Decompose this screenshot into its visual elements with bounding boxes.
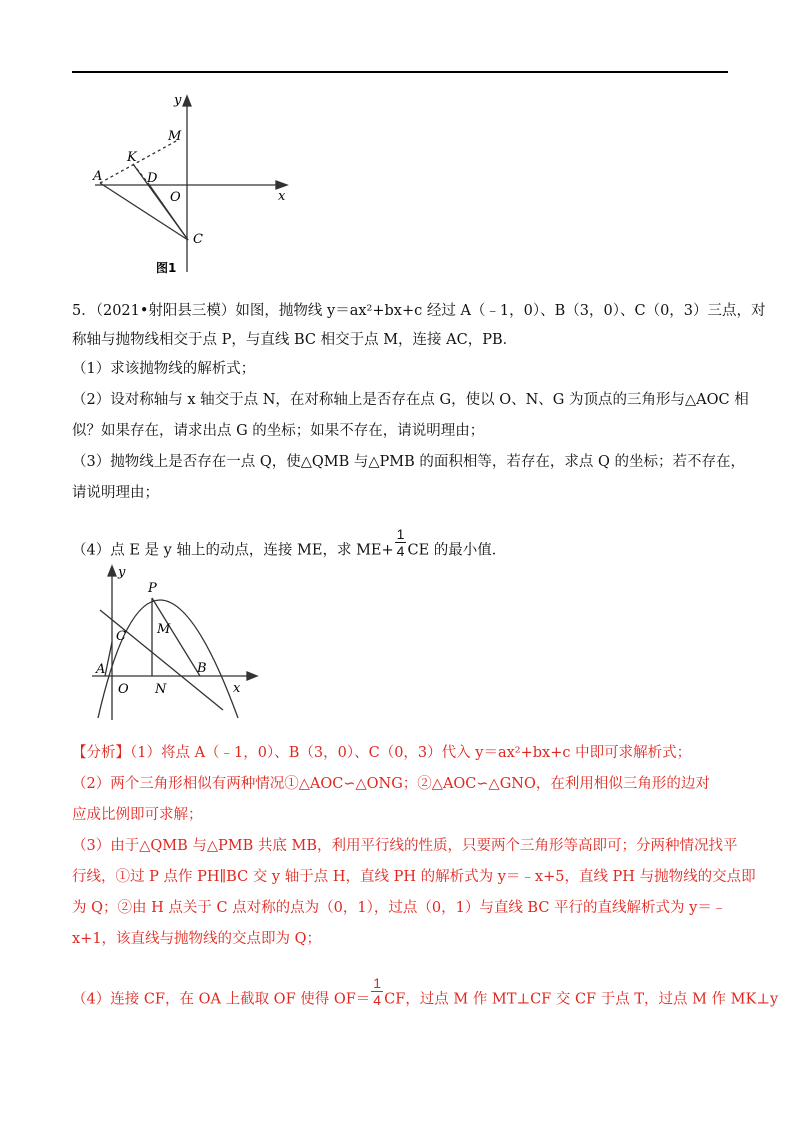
label-x: x [233, 681, 241, 696]
label-x: x [278, 189, 286, 204]
analysis-4-pre: （4）连接 CF，在 OA 上截取 OF 使得 OF＝ [72, 991, 371, 1008]
label-y: y [118, 565, 126, 580]
y-axis-arrow [183, 96, 191, 106]
fraction-numerator: 1 [373, 975, 382, 991]
fraction-numerator: 1 [396, 526, 405, 542]
segment-AM [100, 140, 178, 183]
parabola [98, 600, 238, 718]
y-axis-arrow [108, 566, 116, 576]
analysis-2a: （2）两个三角形相似有两种情况①△AOC∽△ONG；②△AOC∽△GNO，在利用相似三角形的边对 [72, 776, 710, 792]
question-4-post: CE 的最小值． [407, 542, 507, 559]
analysis-1: 【分析】（1）将点 A（﹣1，0）、B（3，0）、C（0，3）代入 y＝ax²+bx+c 中即可求解析式； [72, 745, 692, 761]
analysis-2b: 应成比例即可求解； [72, 807, 203, 823]
label-M: M [157, 622, 171, 637]
analysis-3d: x+1，该直线与抛物线的交点即为 Q； [72, 931, 322, 947]
question-2a: （2）设对称轴与 x 轴交于点 N，在对称轴上是否存在点 G，使以 O、N、G 为顶点的三角形与△AOC 相 [72, 392, 749, 408]
label-B: B [197, 661, 207, 676]
figure-1-caption: 图1 [156, 261, 177, 275]
fraction-quarter [395, 526, 407, 559]
label-C: C [193, 232, 203, 247]
analysis-4-post: CF，过点 M 作 MT⊥CF 交 CF 于点 T，过点 M 作 MK⊥y [384, 991, 779, 1008]
fraction-denominator: 4 [373, 992, 382, 1008]
analysis-4 [72, 975, 779, 1016]
question-2b: 似？如果存在，请求出点 G 的坐标；如果不存在，请说明理由； [72, 423, 485, 439]
label-P: P [148, 581, 157, 596]
x-axis-arrow [247, 672, 257, 680]
label-A: A [96, 662, 106, 677]
x-axis-arrow [276, 181, 287, 189]
label-C: C [116, 629, 126, 644]
label-A: A [93, 169, 103, 184]
analysis-3c: 为 Q；②由 H 点关于 C 点对称的点为（0，1），过点（0，1）与直线 BC 平行的直线解析式为 y＝﹣ [72, 900, 727, 916]
label-K: K [127, 150, 137, 165]
question-1: （1）求该抛物线的解析式； [72, 361, 256, 377]
header-rule [72, 71, 728, 73]
fraction-quarter [371, 975, 383, 1008]
analysis-3b: 行线，①过 P 点作 PH∥BC 交 y 轴于点 H，直线 PH 的解析式为 y＝﹣x+5，直线 PH 与抛物线的交点即 [72, 869, 756, 885]
label-y: y [174, 93, 182, 108]
segment-PB [152, 598, 200, 676]
question-3a: （3）抛物线上是否存在一点 Q，使△QMB 与△PMB 的面积相等，若存在，求点 Q 的坐标；若不存在， [72, 454, 745, 470]
analysis-3a: （3）由于△QMB 与△PMB 共底 MB，利用平行线的性质，只要两个三角形等高即可；分两种情况找平 [72, 838, 738, 854]
figure-2 [90, 560, 260, 725]
label-O: O [118, 682, 129, 697]
problem-line-2: 称轴与抛物线相交于点 P，与直线 BC 相交于点 M，连接 AC，PB． [72, 332, 518, 348]
question-3b: 请说明理由； [72, 485, 159, 501]
problem-line-1: 5．（2021•射阳县三模）如图，抛物线 y＝ax²+bx+c 经过 A（﹣1，0）、B（3，0）、C（0，3）三点，对 [72, 303, 766, 319]
label-O: O [170, 190, 181, 205]
fraction-denominator: 4 [396, 543, 405, 559]
label-M: M [168, 129, 182, 144]
label-N: N [155, 682, 167, 697]
question-4-pre: （4）点 E 是 y 轴上的动点，连接 ME，求 ME+ [72, 542, 394, 559]
label-D: D [147, 171, 158, 186]
figure-1 [90, 90, 300, 280]
